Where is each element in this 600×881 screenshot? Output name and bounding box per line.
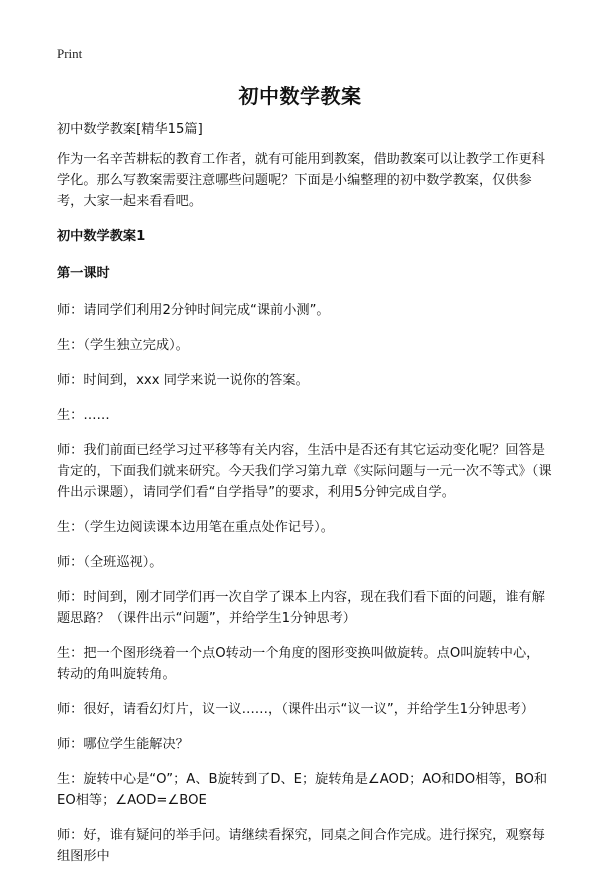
document-title: 初中数学教案 <box>238 84 362 108</box>
dialogue-paragraph: 师：哪位学生能解决？ <box>57 737 189 752</box>
dialogue-paragraph: 师：（全班巡视）。 <box>57 555 163 570</box>
intro-paragraph: 作为一名辛苦耕耘的教育工作者，就有可能用到教案，借助教案可以让教学工作更科学化。那么写教案需要注意哪些问题呢？下面是小编整理的初中数学教案，仅供参考，大家一起来看看吧。 <box>57 152 545 209</box>
dialogue-paragraph: 师：时间到，xxx 同学来说一说你的答案。 <box>57 373 309 388</box>
dialogue-paragraph: 生：旋转中心是“O”；A、B旋转到了D、E；旋转角是∠AOD；AO和DO相等，BO和EO相等；∠AOD=∠BOE <box>57 772 548 808</box>
print-link[interactable]: Print <box>57 46 83 61</box>
dialogue-paragraph: 师：很好，请看幻灯片，议一议……，（课件出示“议一议”，并给学生1分钟思考） <box>57 702 535 717</box>
lesson-heading: 第一课时 <box>57 266 110 281</box>
dialogue-paragraph: 师：请同学们利用2分钟时间完成“课前小测”。 <box>57 303 330 318</box>
dialogue-paragraph: 师：我们前面已经学习过平移等有关内容，生活中是否还有其它运动变化呢？回答是肯定的，下面我们就来研究。今天我们学习第九章《实际问题与一元一次不等式》（课件出示课题），请同学们看“自学指导”的要求，利用5分钟完成自学。 <box>57 443 552 500</box>
dialogue-paragraph: 生：（学生独立完成）。 <box>57 338 189 353</box>
dialogue-paragraph: 生：…… <box>57 408 110 423</box>
dialogue-paragraph: 师：好，谁有疑问的举手问。请继续看探究，同桌之间合作完成。进行探究，观察每组图形中 <box>57 828 545 864</box>
document-body <box>57 119 552 881</box>
document-subtitle: 初中数学教案[精华15篇] <box>57 122 203 137</box>
section-heading: 初中数学教案1 <box>57 229 146 244</box>
dialogue-paragraph: 师：时间到，刚才同学们再一次自学了课本上内容，现在我们看下面的问题，谁有解题思路？（课件出示“问题”，并给学生1分钟思考） <box>57 590 545 626</box>
dialogue-paragraph: 生：把一个图形绕着一个点O转动一个角度的图形变换叫做旋转。点O叫旋转中心，转动的角叫旋转角。 <box>57 646 540 682</box>
dialogue-paragraph: 生：（学生边阅读课本边用笔在重点处作记号）。 <box>57 520 334 535</box>
